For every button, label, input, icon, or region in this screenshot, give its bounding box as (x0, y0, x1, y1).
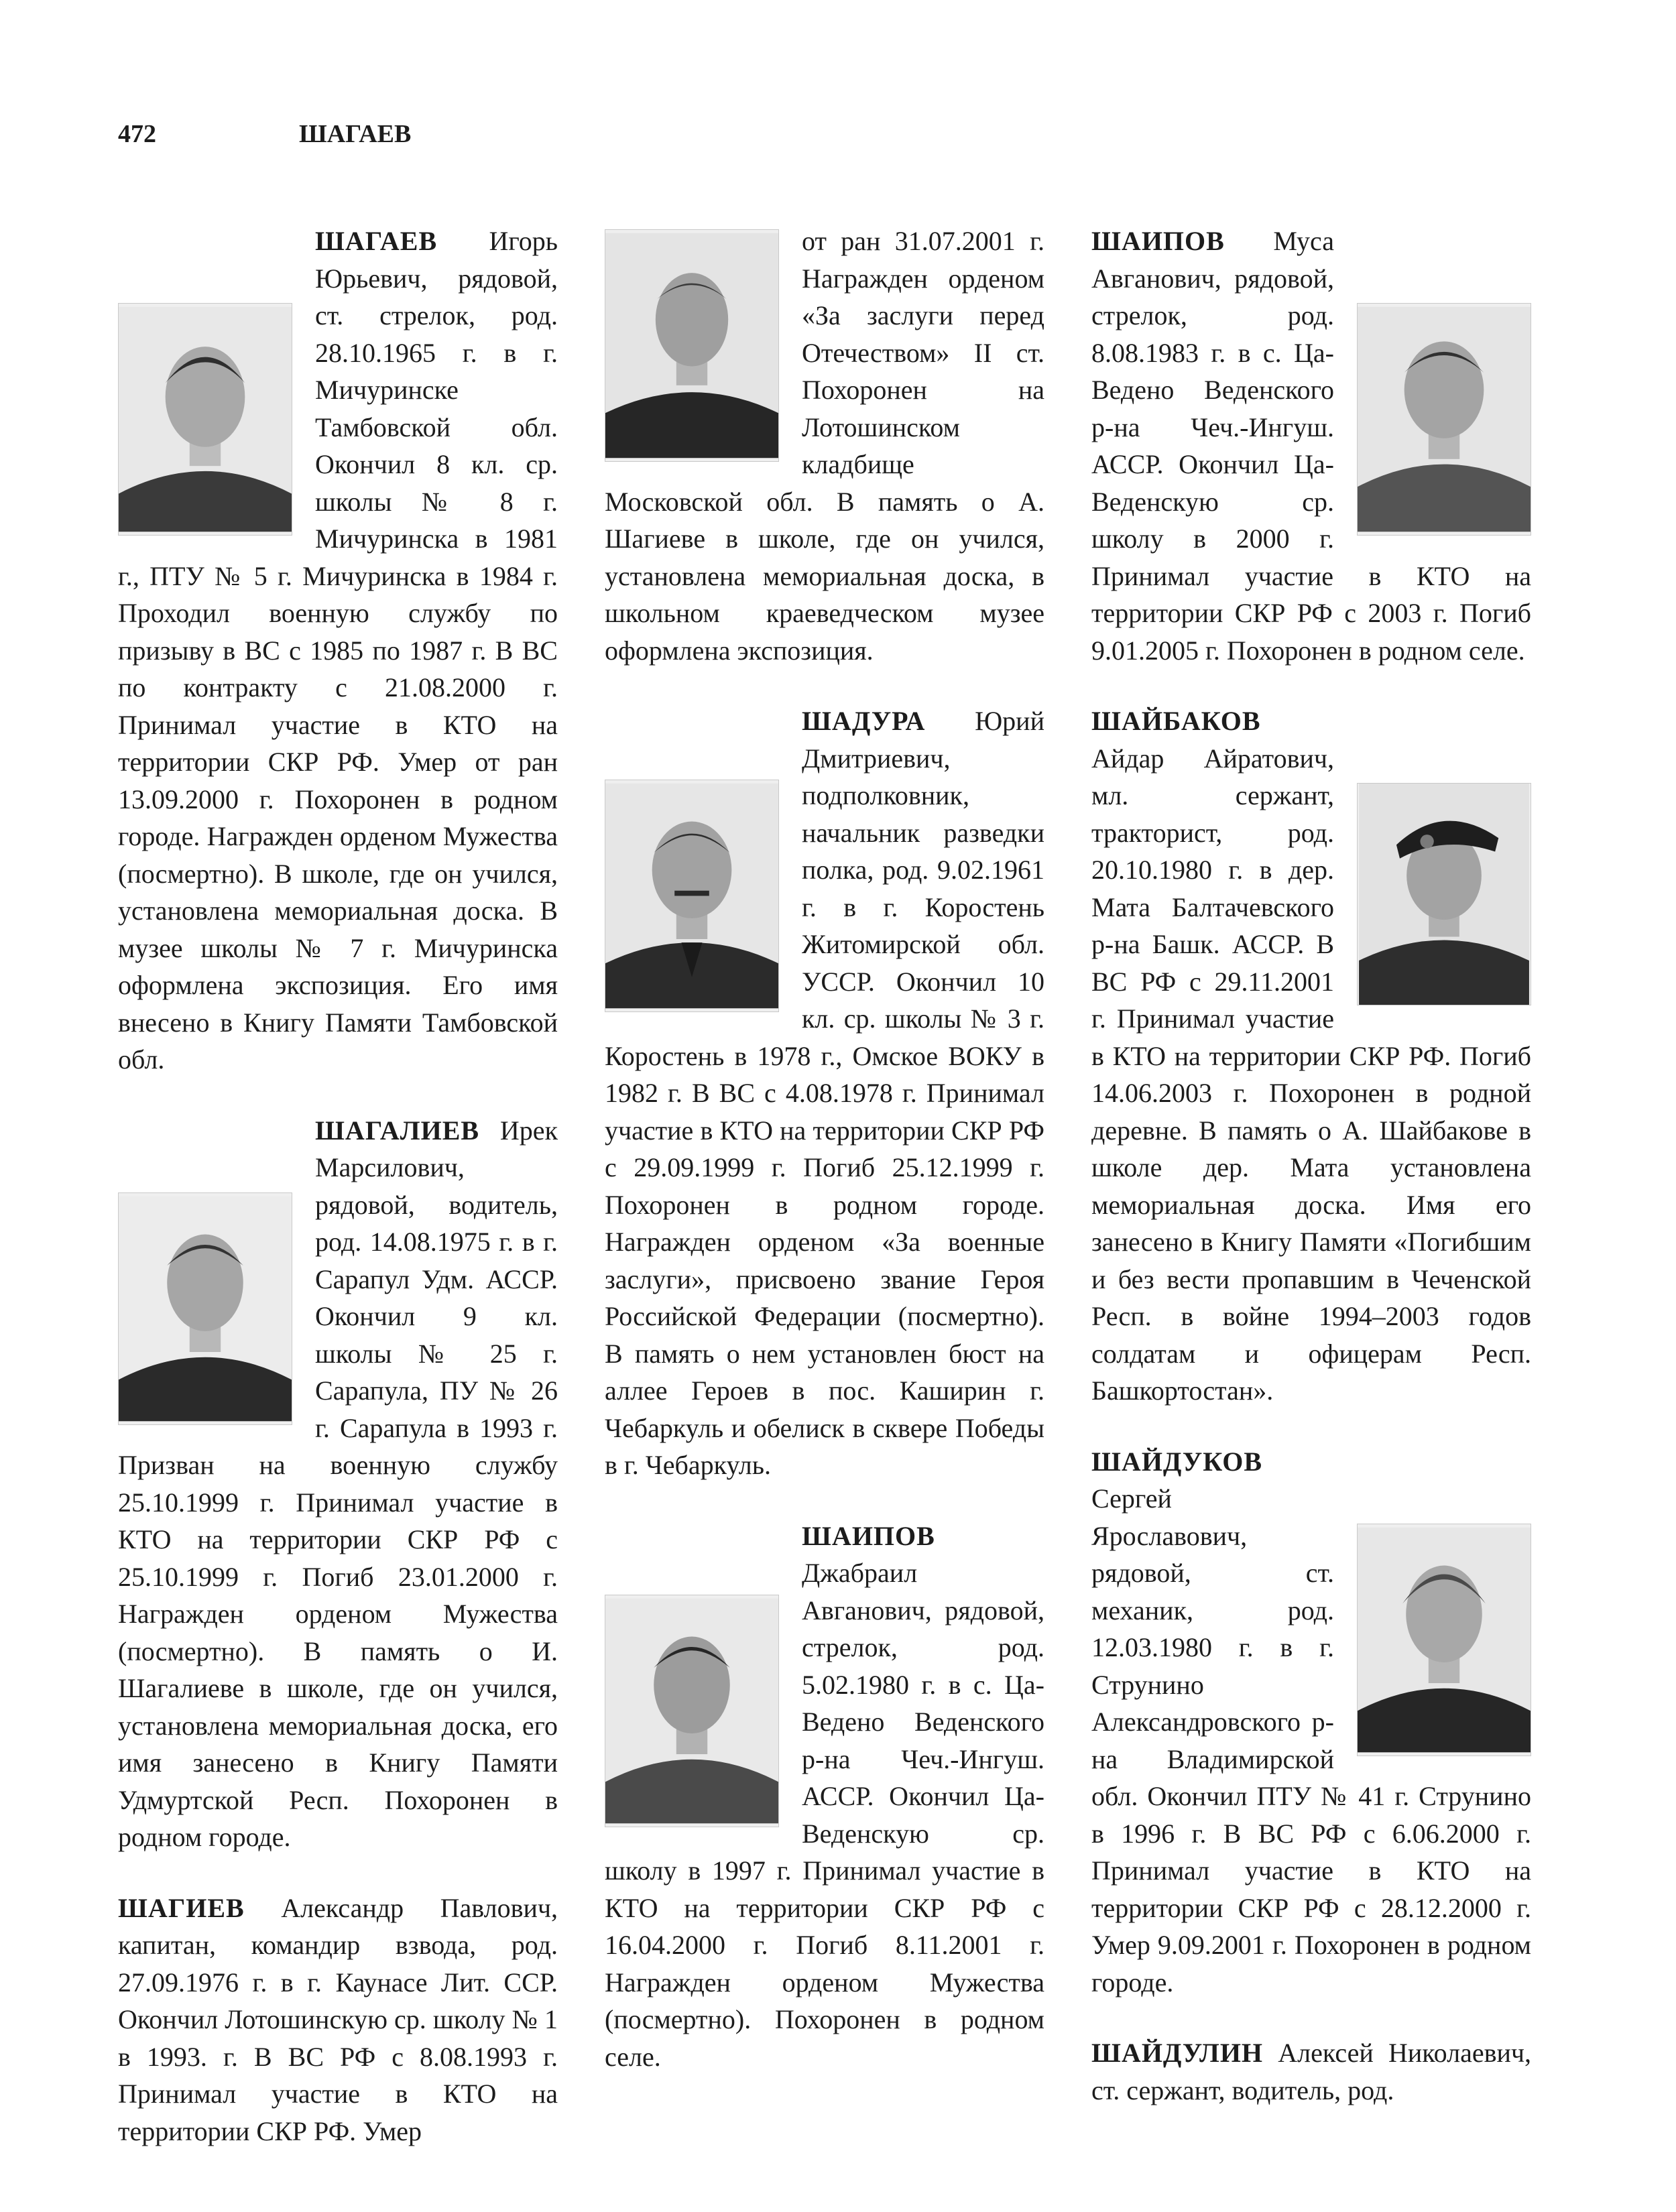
entry-shagaev (118, 223, 558, 1079)
column-2 (605, 223, 1044, 2109)
portrait-photo (1357, 303, 1531, 536)
portrait-photo (1357, 783, 1531, 1005)
portrait-photo-icon (605, 230, 778, 461)
entry-text: Ирек Марсилович, рядовой, водитель, род. 14.08.1975 г. в г. Сарапул Удм. АССР. Окончил 9 кл. школы № 25 г. Сарапула, ПУ № 26 г. Сарапула в 1993 г. Призван на военную службу 25.10.1999 г. Принимал участие в КТО на территории СКР РФ с 25.10.1999 г. Погиб 23.01.2000 г. Награжден орденом Мужества (посмертно). В память о И. Шагалиеве в школе, где он учился, установлена мемориальная доска, его имя занесено в Книгу Памяти Удмуртской Респ. Похоронен в родном городе. (118, 1115, 558, 1852)
portrait-photo-icon (119, 1193, 292, 1424)
entry-surname: ШАГАЕВ (315, 226, 438, 256)
portrait-photo-icon (1358, 1524, 1531, 1756)
entry-surname: ШАИПОВ (802, 1520, 935, 1551)
entry-surname: ШАДУРА (802, 706, 926, 736)
running-title: ШАГАЕВ (299, 120, 412, 148)
entry-text: от ран 31.07.2001 г. Награжден орденом «За заслуги перед Отечеством» II ст. Похоронен на Лотошинском кладбище Московской обл. В память о А. Шагиеве в школе, где он учился, установлена мемориальная доска, в школьном краеведческом музее оформлена экспозиция. (605, 226, 1044, 666)
portrait-photo-icon (119, 304, 292, 535)
entry-text: Александр Павлович, капитан, командир взвода, род. 27.09.1976 г. в г. Каунасе Лит. ССР. Окончил Лотошинскую ср. школу № 1 в 1993. г. В ВС РФ с 8.08.1993 г. Принимал участие в КТО на территории СКР РФ. Умер (118, 1892, 558, 2146)
portrait-photo (605, 780, 779, 1012)
entry-text: Айдар Айратович, мл. сержант, тракторист, род. 20.10.1980 г. в дер. Мата Балтачевского р-на Башк. АССР. В ВС РФ с 29.11.2001 г. Принимал участие в КТО на территории СКР РФ. Погиб 14.06.2003 г. Похоронен в родной деревне. В память о А. Шайбакове в школе дер. Мата установлена мемориальная доска. Имя его занесено в Книгу Памяти «Погибшим и без вести пропавшим в Чеченской Респ. в войне 1994–2003 годов солдатам и офицерам Респ. Башкортостан». (1091, 743, 1531, 1406)
entry-surname: ШАГИЕВ (118, 1892, 245, 1923)
entry-surname: ШАЙДУЛИН (1091, 2038, 1264, 2068)
entry-shagiev (118, 1890, 558, 2150)
entry-text: Джабраил Авганович, рядовой, стрелок, род. 5.02.1980 г. в с. Ца-Ведено Веденского р-на Чеч.-Ингуш. АССР. Окончил Ца-Веденскую ср. школу в 1997 г. Принимал участие в КТО на территории СКР РФ с 16.04.2000 г. Погиб 8.11.2001 г. Награжден орденом Мужества (посмертно). Похоронен в родном селе. (605, 1558, 1044, 2072)
column-3 (1091, 223, 1531, 2142)
portrait-photo-icon (1358, 784, 1531, 1005)
entry-shaipov-dzhabrail (605, 1518, 1044, 2076)
entry-shagaliev (118, 1112, 558, 1856)
portrait-photo-icon (605, 1595, 778, 1827)
entry-text: Алексей Николаевич, ст. сержант, водитель, род. (1091, 2038, 1531, 2105)
column-1 (118, 223, 558, 2183)
entry-surname: ШАИПОВ (1091, 226, 1225, 256)
entry-surname: ШАЙДУКОВ (1091, 1446, 1263, 1477)
entry-surname: ШАГАЛИЕВ (315, 1115, 480, 1146)
entry-text: Муса Авганович, рядовой, стрелок, род. 8.08.1983 г. в с. Ца-Ведено Веденского р-на Чеч.-Ингуш. АССР. Окончил Ца-Веденскую ср. школу в 2000 г. Принимал участие в КТО на территории СКР РФ с 2003 г. Погиб 9.01.2005 г. Похоронен в родном селе. (1091, 226, 1531, 666)
entry-shaidulin (1091, 2034, 1531, 2109)
portrait-photo (605, 229, 779, 462)
portrait-photo (605, 1595, 779, 1827)
portrait-photo-icon (1358, 304, 1531, 535)
portrait-photo-icon (605, 780, 778, 1011)
entry-shaibakov (1091, 702, 1531, 1410)
entry-shadura (605, 702, 1044, 1484)
portrait-photo (118, 1192, 292, 1425)
entry-shagiev-continued (605, 223, 1044, 669)
entry-surname: ШАЙБАКОВ (1091, 706, 1261, 736)
running-head (118, 119, 411, 149)
portrait-photo (118, 303, 292, 536)
portrait-photo (1357, 1524, 1531, 1756)
entry-shaidukov (1091, 1443, 1531, 2002)
entry-text: Игорь Юрьевич, рядовой, ст. стрелок, род. 28.10.1965 г. в г. Мичуринске Тамбовской обл. Окончил 8 кл. ср. школы № 8 г. Мичуринска в 1981 г., ПТУ № 5 г. Мичуринска в 1984 г. Проходил военную службу по призыву в ВС с 1985 по 1987 г. В ВС по контракту с 21.08.2000 г. Принимал участие в КТО на территории СКР РФ. Умер от ран 13.09.2000 г. Похоронен в родном городе. Награжден орденом Мужества (посмертно). В школе, где он учился, установлена мемориальная доска. В музее школы № 7 г. Мичуринска оформлена экспозиция. Его имя внесено в Книгу Памяти Тамбовской обл. (118, 226, 558, 1074)
entry-text: Юрий Дмитриевич, подполковник, начальник разведки полка, род. 9.02.1961 г. в г. Коростень Житомирской обл. УССР. Окончил 10 кл. ср. школы № 3 г. Коростень в 1978 г., Омское ВОКУ в 1982 г. В ВС с 4.08.1978 г. Принимал участие в КТО на территории СКР РФ с 29.09.1999 г. Погиб 25.12.1999 г. Похоронен в родном городе. Награжден орденом «За военные заслуги», присвоено звание Героя Российской Федерации (посмертно). В память о нем установлен бюст на аллее Героев в пос. Каширин г. Чебаркуль и обелиск в сквере Победы в г. Чебаркуль. (605, 706, 1044, 1480)
page-number: 472 (118, 120, 156, 148)
entry-shaipov-musa (1091, 223, 1531, 669)
entry-text: Сергей Ярославович, рядовой, ст. механик, род. 12.03.1980 г. в г. Струнино Александровского р-на Владимирской обл. Окончил ПТУ № 41 г. Струнино в 1996 г. В ВС РФ с 6.06.2000 г. Принимал участие в КТО на территории СКР РФ с 28.12.2000 г. Умер 9.09.2001 г. Похоронен в родном городе. (1091, 1483, 1531, 1998)
